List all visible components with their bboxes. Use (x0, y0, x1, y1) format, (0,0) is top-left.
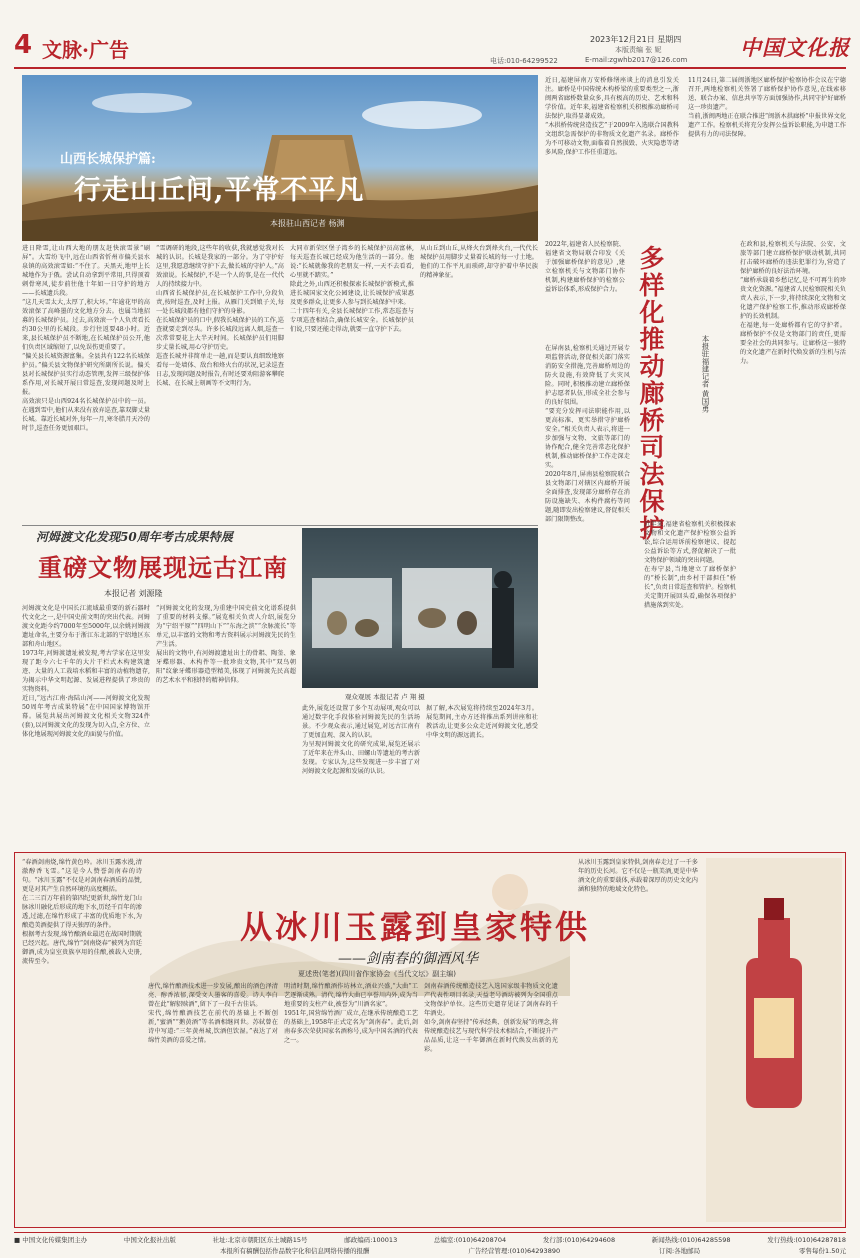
header-phone: 电话:010-64299522 (490, 57, 558, 65)
article2-col4: 据了解,本次展览将持续至2024年3月。展览期间,主办方还将推出系列讲座和社教活动,让更多公众走近河姆渡文化,感受中华文明的源远流长。 (426, 705, 538, 739)
article2-col1: 河姆渡文化是中国长江流域最重要的新石器时代文化之一,是中国史前文明的突出代表。河姆渡文化距今约7000年至5000年,以余姚河姆渡遗址命名,主要分布于浙江东北部的宁绍地区东部和舟山地区。 1973年,河姆渡遗址被发现,考古学家在这里发现了距今六七千年的大片干栏式木构建筑遗迹、大量的人工栽培水稻和丰富的动植物遗存,为揭示中华文明起源、发展进程提供了珍贵的实物资料。 近日,“远古江南·海陆山河——河姆渡文化发现50周年考古成果特展”在中国国家博物馆开幕。展览共展出河姆渡文化相关文物324件(套),以河姆渡文化的发现为切入点,全方位、立体化地展现河姆渡文化的面貌与价值。 (22, 605, 150, 738)
article1-kicker: 山西长城保护篇: (60, 152, 156, 167)
divider-article2 (22, 525, 538, 526)
article3-byline: 本报驻福建记者 黄国勇 (701, 335, 710, 413)
article3-col1: 近日,福建屏南万安桥修缮座谈上的消息引发关注。廊桥是中国传统木构桥梁的重要类型之一,浙闽两省廊桥数量众多,具有极高的历史、艺术和科学价值。近年来,福建省检察机关积极推动廊桥司法保护,取得显著成效。 “木拱桥传统营造技艺”于2009年入选联合国教科文组织急需保护的非物质文化遗产名录。廊桥作为不可移动文物,面临着自然损毁、火灾隐患等诸多风险,保护工作任重道远。 (545, 77, 679, 156)
article4-byline: 夏述贵(笔者)(四川省作家协会《当代文坛》副主编) (298, 970, 456, 978)
exhibition-scene (302, 528, 538, 688)
footer-row2: 本报所有稿酬包括作品数字化和信息网络传播的报酬 广告经营管理:(010)64293890 订阅:各地邮局 零售每份1.50元 (220, 1247, 846, 1255)
exhibition-caption: 观众观展 本报记者 卢 翔 摄 (345, 693, 425, 701)
section-title: 文脉·广告 (42, 38, 129, 62)
article2-kicker: 河姆渡文化发现50周年考古成果特展 (36, 530, 233, 544)
article3-col2: 11月24日,第二届闽浙地区廊桥保护检察协作会议在宁德召开,两地检察机关签署了廊桥保护协作意见,在线索移送、联合办案、信息共享等方面加强协作,共同守护好廊桥这一珍贵遗产。 当前,浙闽两地正在联合推进“闽浙木拱廊桥”申报世界文化遗产工作。检察机关将充分发挥公益诉讼职能,为申遗工作提供有力的司法保障。 (688, 77, 846, 138)
article4-subtitle: ——剑南春的御酒风华 (338, 951, 478, 967)
article1-byline: 本报驻山西记者 杨渊 (270, 219, 345, 228)
article1-col4: 从山丘到山丘,从烽火台到烽火台,一代代长城保护员用脚步丈量着长城的每一寸土地。他们的工作平凡而琐碎,却守护着中华民族的精神象征。 (420, 245, 538, 279)
article1-col1: 进日降雪,让山西大地的朋友赶快滚雪景“刷屏”。大雪纷飞中,远在山西省忻州市偏关县水泉镇的高效滚雪如:“不住了。天黑天,地甲上长城地作为于俄。尝试自动拿到平常用,只得顶着刺骨寒风,徒步前往他十年如一日守护的地方——长城遗兵段。 “这几天雪太大,太厚了,积大坏。”年逾花甲的高效滚保了高峰墨的文化地方分去。也属当地招募的长城保护员。过去,高效滚一个人负责看长约30公里的长城段。步行往返要48小时。近来,县长城保护员不断地,在长城保护员公开,他们负责区域缩短了,以免误伤更重要了。 “偏关县长城资源富集。全县共有122名长城保护员。”偏关县文物保护研究所副所长说。偏关县对长城保护员实行动态管理,发挥三级保护体系作用,对长城开展日常巡查,发现问题及时上报。 高效滚只是山西924名长城保护员中的一员。在遇到雪中,他们从来没有放弃巡查,靠双脚丈量长城。靠近长城对外,每年一月,寒冬腊月天冷的时节,巡查任务更加艰巨。 (22, 245, 150, 432)
article2-byline: 本报记者 刘源隆 (104, 589, 163, 598)
page-number: 4 (14, 30, 33, 60)
header-email: E-mail:zgwhb2017@126.com (585, 56, 688, 64)
footer-row1: ■ 中国文化传媒集团主办 中国文化报社出版 社址:北京市朝阳区东土城路15号 邮政编码:100013 总编室:(010)64208704 发行部:(010)64294608 新闻热线:(010)64285598 发行热线:(010)64287818 (14, 1236, 846, 1244)
masthead-logo: 中国文化报 (740, 35, 850, 60)
article4-col2: 唐代,绵竹酿酒技术进一步发展,酿出的酒色泽清亮、醇香浓郁,深受文人墨客的喜爱。诗人李白曾在此“解貂赎酒”,留下了一段千古佳话。 宋代,绵竹酿酒技艺在前代的基础上不断创新,“蜜酒”“鹅黄酒”等名酒相继问世。苏轼曾在诗中写道:“三年黄州城,饮酒但饮湿。”表达了对绵竹美酒的喜爱之情。 (148, 983, 278, 1044)
article4-col5: 从冰川玉露到皇家特供,剑南春走过了一千多年的历史长河。它不仅是一瓶美酒,更是中华酒文化的重要载体,承载着深厚的历史文化内涵和独特的地域文化特色。 (578, 859, 698, 893)
article2-title: 重磅文物展现远古江南 (38, 553, 288, 582)
article3-col3: 2022年,福建省人民检察院、福建省文物局联合印发《关于加强廊桥保护的意见》,建立检察机关与文物部门协作机制,构建廊桥保护的检察公益诉讼体系,形成保护合力。 (545, 241, 625, 293)
wine-bottle-icon (706, 858, 842, 1222)
article2-col2: “河姆渡文化的发现,为重建中国史前文化谱系提供了重要的材料支撑。”展览相关负责人介绍,展览分为“宁绍平原”“四明山下”“东海之滨”“余脉流长”等单元,以丰富的文物和考古资料展示河姆渡先民的生产生活。 展出的文物中,有河姆渡遗址出土的骨耜、陶釜、象牙蝶形器、木构件等一批珍贵文物,其中“双鸟朝阳”纹象牙蝶形器造型精美,体现了河姆渡先民高超的艺术水平和独特的精神信仰。 (156, 605, 296, 684)
footer-rule (14, 1232, 846, 1233)
header-editor: 本版责编 张 妮 (615, 46, 662, 54)
article1-col3: 大同市新荣区堡子湾乡的长城保护员高富林,每天巡查长城已经成为他生活的一部分。他说:“长城就像我的老朋友一样,一天不去看看,心里就不踏实。” 除此之外,山西还积极探索长城保护新模式,推进长城国家文化公园建设,让长城保护成果惠及更多群众,让更多人参与到长城保护中来。 二十四年有关,全县长城保护工作,常态巡查与专项巡查相结合,确保长城安全。长城保护员们说,只要还能走得动,就要一直守护下去。 (290, 245, 414, 333)
article4-col3: 明清时期,绵竹酿酒作坊林立,酒业兴盛,“大曲”工艺逐渐成熟。清代,绵竹大曲已享誉川内外,成为当地重要的支柱产业,被誉为“川酒名家”。 1951年,国营绵竹酒厂成立,在继承传统酿造工艺的基础上,1958年正式定名为“剑南春”。此后,剑南春多次荣获国家名酒称号,成为中国名酒的代表之一。 (284, 983, 418, 1044)
article3-col6: 在政和县,检察机关与法院、公安、文旅等部门建立廊桥保护联动机制,共同打击破坏廊桥的违法犯罪行为,营造了保护廊桥的良好法治环境。 “廊桥承载着乡愁记忆,是不可再生的珍贵文化资源。”福建省人民检察院相关负责人表示,下一步,将持续深化文物和文化遗产保护检察工作,推动形成廊桥保护的长效机制。 在福建,每一处廊桥都有它的守护者。廊桥保护不仅是文物部门的责任,更需要全社会的共同参与。让廊桥这一独特的文化遗产在新时代焕发新的生机与活力。 (740, 241, 846, 365)
article1-col2: “雪调研的地段,这些年的收获,我就感觉我对长城的认识。长城是我家的一部分。为了守护好这里,我愿意继续守护下去,做长城的守护人。”高效滚说。长城保护,不是一个人的事,是在一代代人的持续接力中。 山西省长城保护员,在长城保护工作中,分段负责,按时巡查,及时上报。从雁门关到娘子关,每一处长城段都有他们守护的身影。 在长城保护员的口中,假我长城保护员的工作,巡查就要走到尽头。许多长城段远离人烟,巡查一次常常要花上大半天时间。长城保护员们用脚步丈量长城,用心守护历史。 巡查长城并非简单走一趟,而是要认真细致地察看每一处墙体、敌台和烽火台的状况,记录巡查日志,发现问题及时报告,有时还要劝阻游客攀爬长城、在长城上刻画等不文明行为。 (156, 245, 284, 387)
article4-col1: “春酒剑南烧,绵竹黄色吟。冰川玉露水漫,清澈醇香飞雪。”这是今人赞誉剑南春的诗句。“冰川玉露”不仅是对剑南春酒质的品赞,更是对其产生自然环境的高度概括。 在二三百万年前的第四纪更新世,绵竹龙门山脉冰川融化后形成的地下水,历经千百年的渗透,过滤,在绵竹形成了丰富的优质地下水,为酿造美酒提供了得天独厚的条件。 根据考古发现,绵竹酿酒业最迟在战国时期就已经兴起。唐代,绵竹“剑南烧春”被列为宫廷御酒,成为皇室贵族享用的佳酿,被载入史册,流传至今。 (22, 859, 142, 965)
article3-col5: 近年来,福建省检察机关积极探索文物和文化遗产保护检察公益诉讼,综合运用诉前检察建议、提起公益诉讼等方式,督促解决了一批文物保护领域的突出问题。 在寿宁县,当地建立了廊桥保护的“桥长制”,由乡村干部担任“桥长”,负责日常巡查和管护。检察机关定期开展回头看,确保各项保护措施落到实处。 (644, 521, 736, 609)
article1-title: 行走山丘间,平常不平凡 (74, 175, 365, 206)
article3-col4: 在屏南县,检察机关通过开展专项监督活动,督促相关部门落实消防安全措施,完善廊桥周边的防火设施,有效降低了火灾风险。同时,积极推动建立廊桥保护志愿者队伍,形成全社会参与的良好氛围。 “要充分发挥司法职能作用,以更高标准、更实举措守护廊桥安全。”相关负责人表示,将进一步加强与文物、文旅等部门的协作配合,健全完善常态化保护机制,推动廊桥保护工作走深走实。 2020年8月,屏南县检察院联合县文物部门对辖区内廊桥开展全面排查,发现部分廊桥存在消防设施缺失、木构件腐朽等问题,随即发出检察建议,督促相关部门限期整改。 (545, 345, 630, 523)
exhibition-photo (302, 528, 538, 688)
ad-bottle-art (706, 858, 842, 1222)
article4-col4: 剑南春酒传统酿造技艺入选国家级非物质文化遗产代表性项目名录,天益老号酒坊被列为全国重点文物保护单位。这些历史遗存见证了剑南春的千年酒史。 如今,剑南春坚持“传承经典、创新发展”的理念,将传统酿造技艺与现代科学技术相结合,不断提升产品品质,让这一千年御酒在新时代焕发出新的光彩。 (424, 983, 558, 1053)
article4-title: 从冰川玉露到皇家特供 (240, 908, 591, 946)
article3-title: 多样化推动廊桥司法保护 (636, 245, 665, 542)
article2-col3: 此外,展览还设置了多个互动展项,观众可以通过数字化手段体验河姆渡先民的生活场景。不少观众表示,通过展览,对远古江南有了更加直观、深入的认识。 为呈现河姆渡文化的研究成果,展览还展示了近年来在井头山、田螺山等遗址的考古新发现。专家认为,这些发现进一步丰富了对河姆渡文化起源和发展的认识。 (302, 705, 420, 775)
header-date: 2023年12月21日 星期四 (590, 35, 682, 44)
header-rule (14, 67, 846, 69)
